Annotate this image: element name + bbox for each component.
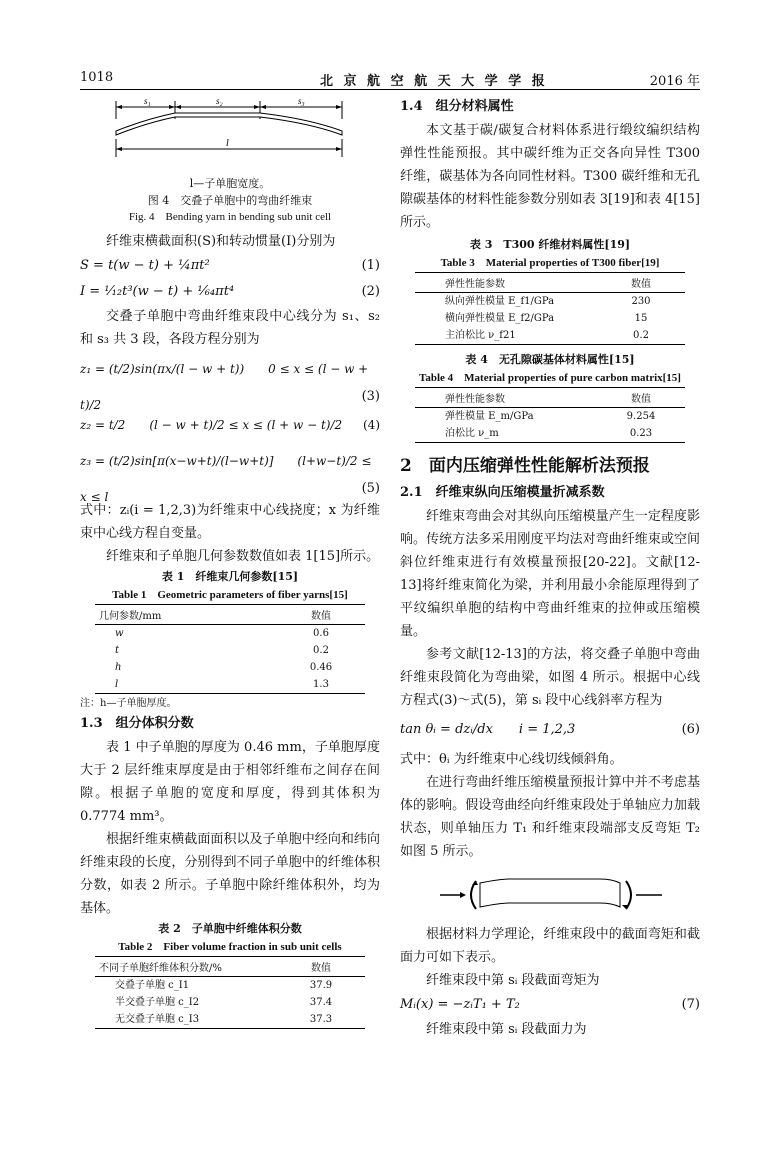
table-1-note: 注：h—子单胞厚度。 (80, 698, 177, 709)
equation-number: (3) (361, 389, 380, 404)
equation-number: (6) (681, 722, 700, 737)
paragraph: 表 1 中子单胞的厚度为 0.46 mm，子单胞厚度大于 2 层纤维束厚度是由于相邻纤维布之间存在间隙。根据子单胞的宽度和厚度，得到其体积为 0.7774 mm³。 (80, 740, 380, 824)
equation-6 (400, 712, 700, 748)
table-cell: 37.4 (309, 997, 333, 1008)
table-2-caption-en: Table 2 Fiber volume fraction in sub unit cells (118, 941, 342, 953)
table-2 (95, 956, 365, 1029)
fiber-yarn-force-diagram (400, 863, 700, 917)
table-row (415, 310, 685, 327)
table-1-caption-en: Table 1 Geometric parameters of fiber yarns[15] (112, 589, 348, 601)
column-header: 数值 (597, 388, 685, 408)
equation-4 (80, 407, 380, 443)
table-cell: 9.254 (626, 411, 656, 422)
equation-number: (4) (363, 418, 380, 432)
table-4 (415, 387, 685, 443)
equation-number: (5) (361, 481, 380, 496)
table-cell: 交叠子单胞 c_I1 (115, 980, 190, 991)
header-rule (80, 89, 700, 90)
table-cell: 15 (634, 313, 648, 324)
table-cell: 0.2 (313, 645, 329, 656)
equation-number: (1) (361, 258, 380, 273)
table-header-row (415, 273, 685, 293)
table-cell: 弹性模量 E_m/GPa (445, 411, 534, 422)
table-cell: l (95, 676, 277, 694)
equation-7 (400, 992, 700, 1018)
equation-text: z₁ = (t/2)sin(πx/(l − w + t)) 0 ≤ x ≤ (l − w + t)/2 (80, 362, 369, 412)
column-header: 数值 (597, 273, 685, 293)
column-header: 几何参数/mm (95, 605, 277, 625)
table-row (95, 625, 365, 643)
table-cell: w (115, 628, 124, 639)
table-row (415, 408, 685, 426)
paragraph: 交叠子单胞中弯曲纤维束段中心线分为 s₁、s₂ 和 s₃ 共 3 段，各段方程分别为 (80, 309, 380, 347)
right-column (400, 95, 700, 1041)
paragraph: 纤维束段中第 sᵢ 段截面力为 (426, 1022, 587, 1037)
paragraph: 式中：θᵢ 为纤维束中心线切线倾斜角。 (400, 752, 623, 767)
equation-3-number-row (80, 387, 380, 407)
paragraph: 本文基于碳/碳复合材料体系进行缎纹编织结构弹性性能预报。其中碳纤维为正交各向异性 T300 纤维，碳基体为各向同性材料。T300 碳纤维和无孔隙碳基体的材料性能参数分别如表 3[19]和表 4[15]所示。 (400, 123, 700, 230)
equation-3 (80, 351, 380, 412)
figure-5 (400, 863, 700, 917)
label-s1: s₁ (144, 96, 151, 106)
running-header (80, 70, 700, 90)
label-s3: s₃ (298, 96, 305, 106)
column-header: 数值 (277, 957, 365, 977)
paragraph: 纤维束段中第 sᵢ 段截面弯矩为 (426, 973, 600, 988)
table-row (415, 327, 685, 345)
equation-1 (80, 253, 380, 279)
table-cell: 0.46 (309, 662, 333, 673)
section-heading-2: 2 面内压缩弹性性能解析法预报 (400, 456, 650, 476)
paragraph: 在进行弯曲纤维压缩模量预报计算中并不考虑基体的影响。假设弯曲经向纤维束段处于单轴应力加载状态，则单轴压力 T₁ 和纤维束段端部支反弯矩 T₂ 如图 5 所示。 (400, 775, 700, 859)
equation-2 (80, 279, 380, 305)
table-cell: 半交叠子单胞 c_I2 (115, 997, 200, 1008)
table-row (95, 1011, 365, 1029)
section-heading-1-4: 1.4 组分材料属性 (400, 99, 514, 114)
paragraph: 参考文献[12-13]的方法，将交叠子单胞中弯曲纤维束段简化为弯曲梁，如图 4 所示。根据中心线方程式(3)～式(5)，第 sᵢ 段中心线斜率方程为 (400, 647, 700, 708)
equation-text: S = t(w − t) + ¼πt² (80, 258, 210, 273)
figure-4-note: l—子单胞宽度。 (189, 177, 271, 190)
table-row (95, 994, 365, 1011)
left-column (80, 95, 380, 1029)
table-header-row (95, 957, 365, 977)
paragraph: 纤维束横截面积(S)和转动惯量(I)分别为 (106, 234, 336, 249)
label-s2: s₂ (216, 96, 223, 106)
table-3 (415, 272, 685, 345)
table-1-caption-cn: 表 1 纤维束几何参数[15] (161, 570, 299, 583)
table-cell: 横向弹性模量 E_f2/GPa (445, 313, 555, 324)
table-cell: 1.3 (277, 676, 365, 694)
table-4-caption-cn: 表 4 无孔隙碳基体材料属性[15] (465, 353, 635, 366)
table-cell: 0.2 (597, 327, 685, 345)
equation-number: (7) (681, 997, 700, 1012)
bending-yarn-diagram (80, 95, 380, 175)
equation-text: z₃ = (t/2)sin[π(x−w+t)/(l−w+t)] (l+w−t)/2 ≤ x ≤ l (80, 454, 372, 504)
table-3-caption-en: Table 3 Material properties of T300 fiber[19] (440, 257, 660, 269)
figure-4 (80, 95, 380, 175)
column-header: 数值 (277, 605, 365, 625)
table-cell: h (115, 662, 122, 673)
table-cell: 0.23 (597, 425, 685, 443)
equation-5 (80, 443, 380, 504)
table-row (95, 977, 365, 995)
table-cell: 无交叠子单胞 c_I3 (95, 1011, 277, 1029)
page-number: 1018 (80, 70, 114, 85)
table-cell: 纵向弹性模量 E_f1/GPa (445, 296, 555, 307)
paragraph: 纤维束和子单胞几何参数数值如表 1[15]所示。 (106, 549, 380, 564)
label-l: l (226, 138, 229, 149)
table-row (95, 659, 365, 676)
table-1 (95, 604, 365, 694)
table-row (415, 293, 685, 311)
table-cell: 37.9 (309, 980, 333, 991)
table-row (415, 425, 685, 443)
year: 2016 年 (649, 74, 700, 89)
table-row (95, 676, 365, 694)
equation-text: Mᵢ(x) = −zᵢT₁ + T₂ (400, 997, 520, 1012)
table-2-caption-cn: 表 2 子单胞中纤维体积分数 (158, 922, 302, 935)
paragraph: 根据材料力学理论，纤维束段中的截面弯矩和截面力可如下表示。 (400, 927, 700, 965)
table-cell: 37.3 (277, 1011, 365, 1029)
section-heading-1-3: 1.3 组分体积分数 (80, 716, 194, 731)
table-cell: 0.6 (313, 628, 329, 639)
table-cell: 泊松比 ν_m (415, 425, 597, 443)
journal-title: 北 京 航 空 航 天 大 学 学 报 (320, 74, 548, 89)
equation-text: I = ¹⁄₁₂t³(w − t) + ¹⁄₆₄πt⁴ (80, 284, 235, 299)
table-row (95, 642, 365, 659)
column-header: 不同子单胞纤维体积分数/% (95, 957, 277, 977)
column-header: 弹性性能参数 (415, 388, 597, 408)
paragraph: 式中：zᵢ(i = 1,2,3)为纤维束中心线挠度；x 为纤维束中心线方程自变量。 (80, 503, 380, 541)
table-header-row (95, 605, 365, 625)
table-cell: t (115, 645, 120, 656)
equation-text: z₂ = t/2 (l − w + t)/2 ≤ x ≤ (l + w − t)/2 (80, 418, 343, 432)
figure-4-caption-cn: 图 4 交叠子单胞中的弯曲纤维束 (147, 194, 313, 207)
column-header: 弹性性能参数 (415, 273, 597, 293)
equation-number: (2) (361, 284, 380, 299)
figure-4-caption-en: Fig. 4 Bending yarn in bending sub unit cell (128, 211, 332, 223)
table-cell: 主泊松比 ν_f21 (415, 327, 597, 345)
table-header-row (415, 388, 685, 408)
table-4-caption-en: Table 4 Material properties of pure carbon matrix[15] (419, 372, 681, 384)
paragraph: 根据纤维束横截面面积以及子单胞中经向和纬向纤维束段的长度，分别得到不同子单胞中的纤维体积分数，如表 2 所示。子单胞中除纤维体积外，均为基体。 (80, 832, 380, 916)
paragraph: 纤维束弯曲会对其纵向压缩模量产生一定程度影响。传统方法多采用刚度平均法对弯曲纤维束或空间斜位纤维束进行有效模量预报[20-22]。文献[12-13]将纤维束简化为梁，并利用最小余能原理得到了平纹编织单胞的结构中弯曲纤维束的拉伸或压缩模量。 (400, 509, 700, 639)
equation-5-number-row (80, 479, 380, 499)
section-heading-2-1: 2.1 纤维束纵向压缩模量折减系数 (400, 485, 605, 500)
table-3-caption-cn: 表 3 T300 纤维材料属性[19] (469, 238, 631, 251)
table-cell: 230 (631, 296, 651, 307)
equation-text: tan θᵢ = dzᵢ/dx i = 1,2,3 (400, 722, 576, 737)
